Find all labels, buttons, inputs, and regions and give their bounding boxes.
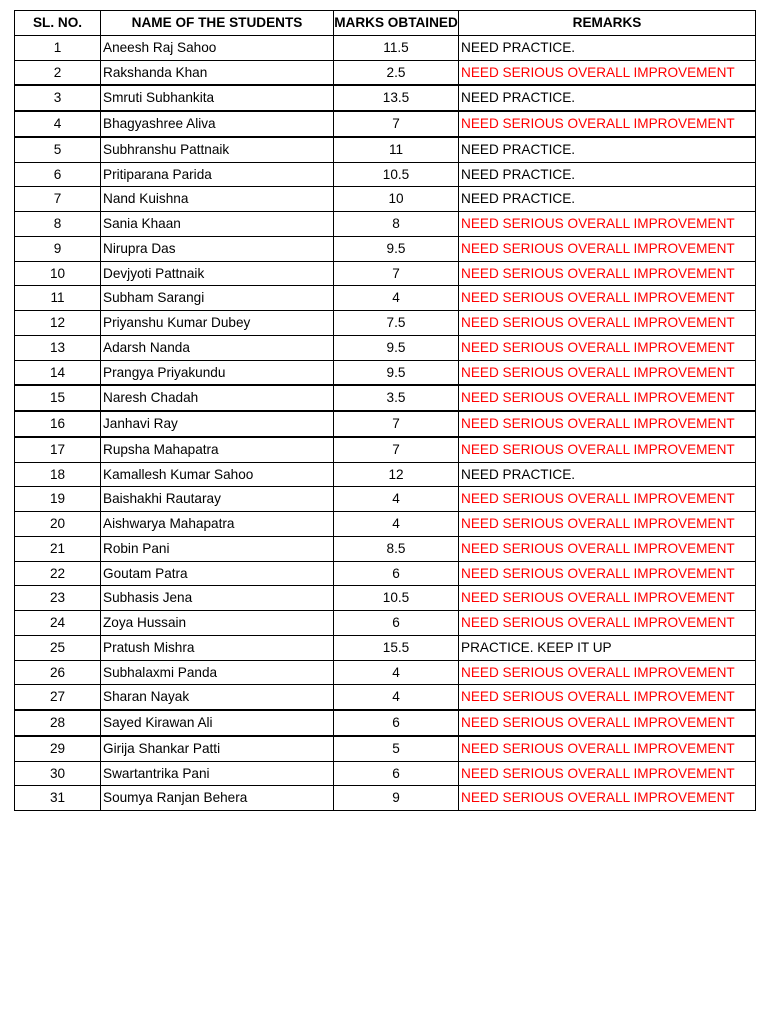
- sl-no-cell: 9: [15, 236, 101, 261]
- sl-no-cell: 7: [15, 187, 101, 212]
- student-name-cell: Nirupra Das: [101, 236, 334, 261]
- marks-cell: 9.5: [334, 360, 459, 385]
- sl-no-cell: 10: [15, 261, 101, 286]
- remark-cell: NEED SERIOUS OVERALL IMPROVEMENT: [459, 536, 756, 561]
- student-name-cell: Devjyoti Pattnaik: [101, 261, 334, 286]
- remark-cell: NEED SERIOUS OVERALL IMPROVEMENT: [459, 736, 756, 761]
- marks-cell: 7: [334, 437, 459, 462]
- remark-cell: NEED SERIOUS OVERALL IMPROVEMENT: [459, 437, 756, 462]
- student-name-cell: Sania Khaan: [101, 212, 334, 237]
- table-header: [15, 11, 756, 36]
- student-name-cell: Swartantrika Pani: [101, 761, 334, 786]
- sl-no-cell: 6: [15, 162, 101, 187]
- marks-cell: 13.5: [334, 85, 459, 111]
- remark-cell: NEED PRACTICE.: [459, 85, 756, 111]
- student-marks-table: [14, 10, 756, 811]
- remark-cell: NEED SERIOUS OVERALL IMPROVEMENT: [459, 660, 756, 685]
- marks-cell: 9: [334, 786, 459, 811]
- remark-cell: NEED SERIOUS OVERALL IMPROVEMENT: [459, 212, 756, 237]
- table-row: [15, 385, 756, 411]
- marks-cell: 4: [334, 660, 459, 685]
- marks-cell: 10: [334, 187, 459, 212]
- student-name-cell: Girija Shankar Patti: [101, 736, 334, 761]
- sl-no-cell: 31: [15, 786, 101, 811]
- sl-no-cell: 1: [15, 35, 101, 60]
- sl-no-cell: 14: [15, 360, 101, 385]
- student-name-cell: Subhalaxmi Panda: [101, 660, 334, 685]
- table-row: [15, 111, 756, 137]
- table-row: [15, 487, 756, 512]
- student-name-cell: Goutam Patra: [101, 561, 334, 586]
- marks-cell: 11: [334, 137, 459, 162]
- marks-cell: 6: [334, 710, 459, 736]
- table-row: [15, 35, 756, 60]
- marks-cell: 6: [334, 761, 459, 786]
- student-name-cell: Pratush Mishra: [101, 635, 334, 660]
- remark-cell: NEED SERIOUS OVERALL IMPROVEMENT: [459, 236, 756, 261]
- remark-cell: NEED SERIOUS OVERALL IMPROVEMENT: [459, 487, 756, 512]
- marks-cell: 8.5: [334, 536, 459, 561]
- header-row: [15, 11, 756, 36]
- student-name-cell: Naresh Chadah: [101, 385, 334, 411]
- sl-no-cell: 5: [15, 137, 101, 162]
- student-name-cell: Janhavi Ray: [101, 411, 334, 437]
- remark-cell: NEED PRACTICE.: [459, 137, 756, 162]
- table-row: [15, 611, 756, 636]
- student-name-cell: Sharan Nayak: [101, 685, 334, 710]
- marks-cell: 11.5: [334, 35, 459, 60]
- student-name-cell: Adarsh Nanda: [101, 335, 334, 360]
- header-sl-no: SL. NO.: [15, 11, 101, 36]
- remark-cell: NEED PRACTICE.: [459, 35, 756, 60]
- table-row: [15, 586, 756, 611]
- remark-cell: NEED SERIOUS OVERALL IMPROVEMENT: [459, 360, 756, 385]
- sl-no-cell: 4: [15, 111, 101, 137]
- sl-no-cell: 28: [15, 710, 101, 736]
- remark-cell: NEED SERIOUS OVERALL IMPROVEMENT: [459, 286, 756, 311]
- sl-no-cell: 26: [15, 660, 101, 685]
- student-name-cell: Bhagyashree Aliva: [101, 111, 334, 137]
- remark-cell: NEED SERIOUS OVERALL IMPROVEMENT: [459, 335, 756, 360]
- student-name-cell: Prangya Priyakundu: [101, 360, 334, 385]
- marks-cell: 8: [334, 212, 459, 237]
- remark-cell: NEED SERIOUS OVERALL IMPROVEMENT: [459, 385, 756, 411]
- remark-cell: NEED PRACTICE.: [459, 462, 756, 487]
- remark-cell: NEED PRACTICE.: [459, 187, 756, 212]
- header-marks-obtained: MARKS OBTAINED: [334, 11, 459, 36]
- remark-cell: NEED SERIOUS OVERALL IMPROVEMENT: [459, 761, 756, 786]
- table-row: [15, 685, 756, 710]
- sl-no-cell: 29: [15, 736, 101, 761]
- sl-no-cell: 16: [15, 411, 101, 437]
- table-row: [15, 561, 756, 586]
- student-name-cell: Baishakhi Rautaray: [101, 487, 334, 512]
- remark-cell: NEED SERIOUS OVERALL IMPROVEMENT: [459, 311, 756, 336]
- marks-cell: 5: [334, 736, 459, 761]
- marks-cell: 6: [334, 611, 459, 636]
- student-name-cell: Subhranshu Pattnaik: [101, 137, 334, 162]
- marks-cell: 3.5: [334, 385, 459, 411]
- student-name-cell: Aishwarya Mahapatra: [101, 512, 334, 537]
- sl-no-cell: 25: [15, 635, 101, 660]
- sl-no-cell: 19: [15, 487, 101, 512]
- header-student-name: NAME OF THE STUDENTS: [101, 11, 334, 36]
- table-row: [15, 187, 756, 212]
- student-name-cell: Pritiparana Parida: [101, 162, 334, 187]
- marks-cell: 9.5: [334, 335, 459, 360]
- student-name-cell: Subham Sarangi: [101, 286, 334, 311]
- remark-cell: NEED SERIOUS OVERALL IMPROVEMENT: [459, 111, 756, 137]
- table-row: [15, 761, 756, 786]
- marks-cell: 6: [334, 561, 459, 586]
- table-row: [15, 261, 756, 286]
- sl-no-cell: 12: [15, 311, 101, 336]
- table-row: [15, 85, 756, 111]
- table-row: [15, 137, 756, 162]
- marks-cell: 4: [334, 512, 459, 537]
- remark-cell: NEED SERIOUS OVERALL IMPROVEMENT: [459, 60, 756, 85]
- student-name-cell: Robin Pani: [101, 536, 334, 561]
- remark-cell: NEED SERIOUS OVERALL IMPROVEMENT: [459, 611, 756, 636]
- sl-no-cell: 11: [15, 286, 101, 311]
- student-name-cell: Rakshanda Khan: [101, 60, 334, 85]
- remark-cell: NEED SERIOUS OVERALL IMPROVEMENT: [459, 786, 756, 811]
- sl-no-cell: 22: [15, 561, 101, 586]
- sl-no-cell: 17: [15, 437, 101, 462]
- student-name-cell: Soumya Ranjan Behera: [101, 786, 334, 811]
- sl-no-cell: 8: [15, 212, 101, 237]
- marks-cell: 7: [334, 261, 459, 286]
- table-row: [15, 710, 756, 736]
- table-row: [15, 736, 756, 761]
- remark-cell: NEED SERIOUS OVERALL IMPROVEMENT: [459, 561, 756, 586]
- sl-no-cell: 18: [15, 462, 101, 487]
- student-name-cell: Priyanshu Kumar Dubey: [101, 311, 334, 336]
- table-row: [15, 335, 756, 360]
- sl-no-cell: 23: [15, 586, 101, 611]
- sl-no-cell: 30: [15, 761, 101, 786]
- remark-cell: NEED SERIOUS OVERALL IMPROVEMENT: [459, 411, 756, 437]
- student-name-cell: Sayed Kirawan Ali: [101, 710, 334, 736]
- marks-cell: 7.5: [334, 311, 459, 336]
- student-name-cell: Subhasis Jena: [101, 586, 334, 611]
- marks-cell: 2.5: [334, 60, 459, 85]
- marks-cell: 4: [334, 685, 459, 710]
- marks-cell: 9.5: [334, 236, 459, 261]
- sl-no-cell: 20: [15, 512, 101, 537]
- table-row: [15, 162, 756, 187]
- marks-cell: 4: [334, 487, 459, 512]
- marks-cell: 4: [334, 286, 459, 311]
- table-row: [15, 462, 756, 487]
- header-remarks: REMARKS: [459, 11, 756, 36]
- remark-cell: NEED SERIOUS OVERALL IMPROVEMENT: [459, 512, 756, 537]
- remark-cell: NEED SERIOUS OVERALL IMPROVEMENT: [459, 710, 756, 736]
- sl-no-cell: 3: [15, 85, 101, 111]
- table-row: [15, 212, 756, 237]
- student-name-cell: Rupsha Mahapatra: [101, 437, 334, 462]
- remark-cell: PRACTICE. KEEP IT UP: [459, 635, 756, 660]
- marks-cell: 10.5: [334, 162, 459, 187]
- student-name-cell: Kamallesh Kumar Sahoo: [101, 462, 334, 487]
- table-row: [15, 660, 756, 685]
- marks-cell: 12: [334, 462, 459, 487]
- remark-cell: NEED SERIOUS OVERALL IMPROVEMENT: [459, 685, 756, 710]
- sl-no-cell: 13: [15, 335, 101, 360]
- remark-cell: NEED SERIOUS OVERALL IMPROVEMENT: [459, 261, 756, 286]
- student-name-cell: Zoya Hussain: [101, 611, 334, 636]
- table-row: [15, 286, 756, 311]
- marks-cell: 7: [334, 111, 459, 137]
- table-row: [15, 536, 756, 561]
- table-row: [15, 360, 756, 385]
- marks-cell: 7: [334, 411, 459, 437]
- student-name-cell: Smruti Subhankita: [101, 85, 334, 111]
- table-row: [15, 236, 756, 261]
- marks-cell: 10.5: [334, 586, 459, 611]
- sl-no-cell: 2: [15, 60, 101, 85]
- table-row: [15, 411, 756, 437]
- remark-cell: NEED PRACTICE.: [459, 162, 756, 187]
- sl-no-cell: 15: [15, 385, 101, 411]
- sl-no-cell: 27: [15, 685, 101, 710]
- table-row: [15, 635, 756, 660]
- table-row: [15, 60, 756, 85]
- table-row: [15, 786, 756, 811]
- table-row: [15, 512, 756, 537]
- student-name-cell: Aneesh Raj Sahoo: [101, 35, 334, 60]
- sl-no-cell: 24: [15, 611, 101, 636]
- sl-no-cell: 21: [15, 536, 101, 561]
- marks-cell: 15.5: [334, 635, 459, 660]
- table-row: [15, 437, 756, 462]
- table-row: [15, 311, 756, 336]
- table-body: [15, 35, 756, 810]
- student-name-cell: Nand Kuishna: [101, 187, 334, 212]
- remark-cell: NEED SERIOUS OVERALL IMPROVEMENT: [459, 586, 756, 611]
